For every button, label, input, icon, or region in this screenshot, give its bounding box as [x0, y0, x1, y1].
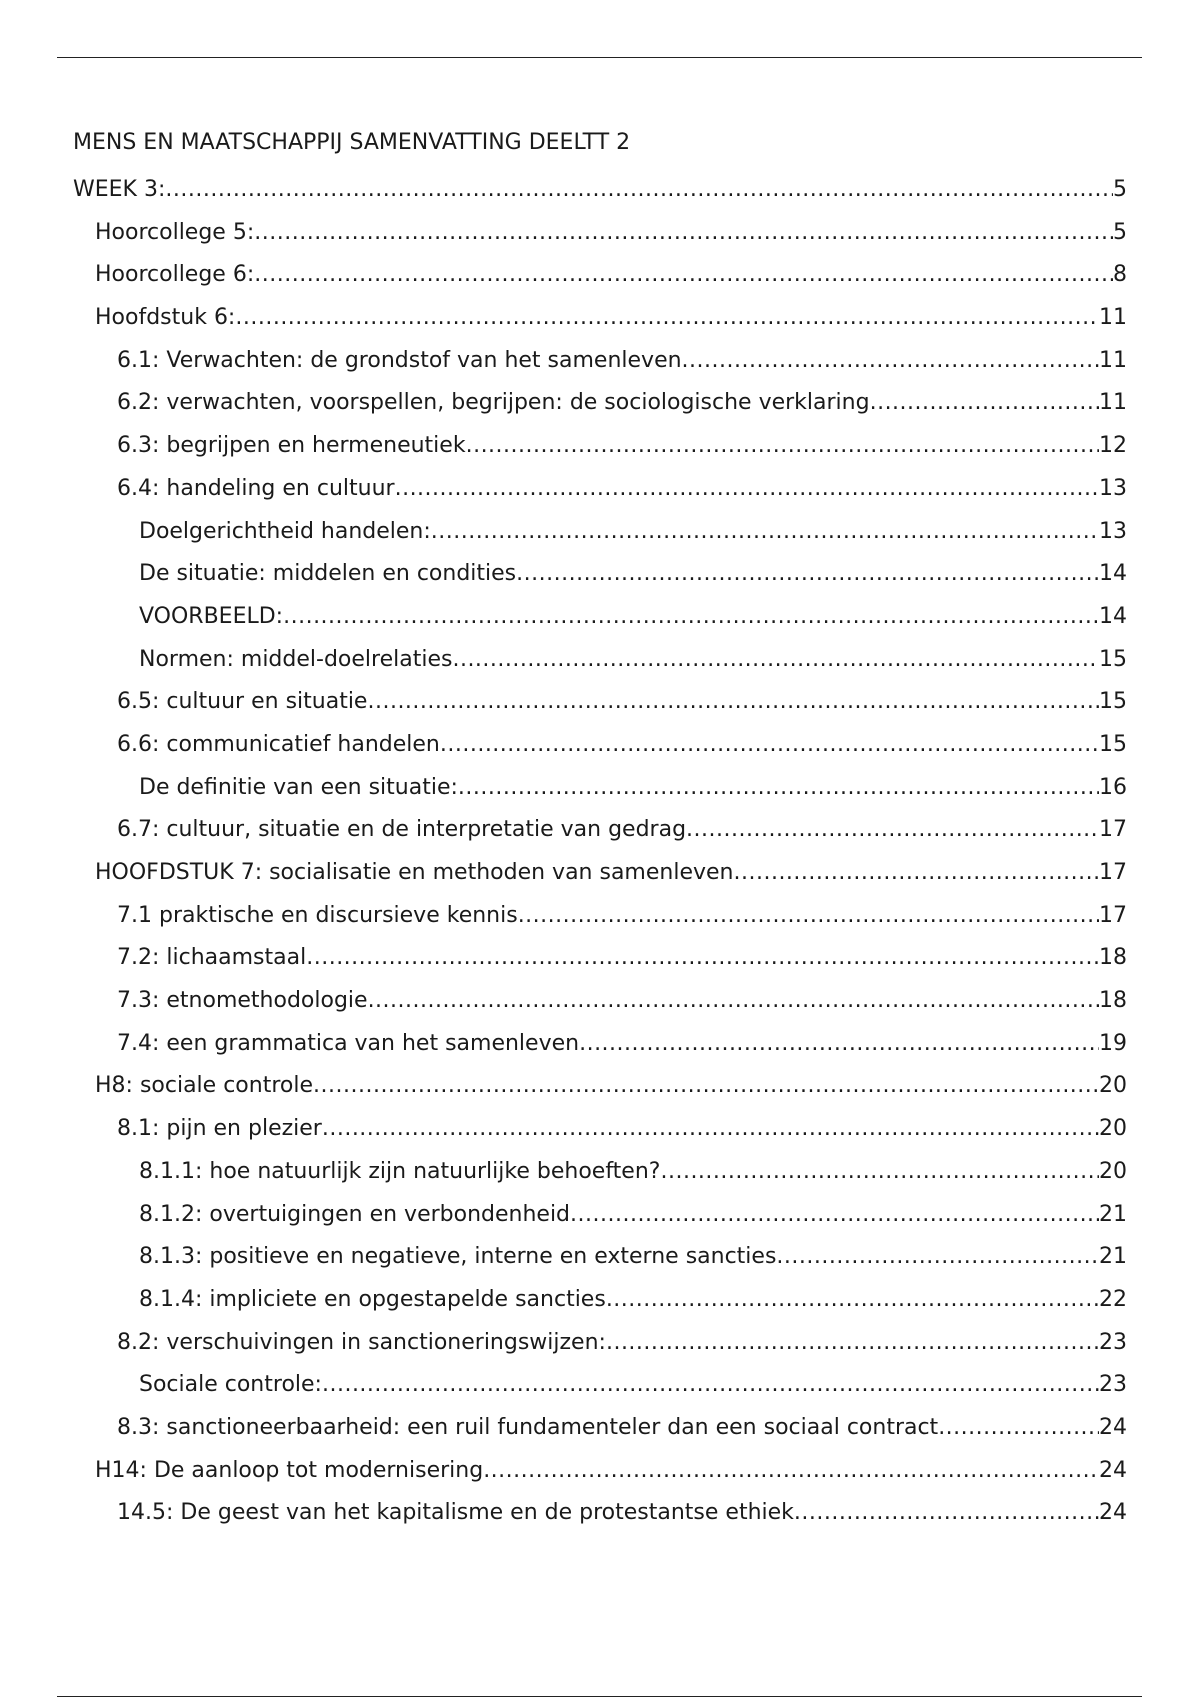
toc-entry[interactable]	[73, 901, 1127, 944]
toc-entry-label: 6.6: communicatief handelen	[117, 731, 440, 757]
toc-entry[interactable]	[73, 260, 1127, 303]
toc-entry[interactable]	[73, 303, 1127, 346]
toc-dot-leader	[367, 687, 1099, 717]
toc-entry[interactable]	[73, 730, 1127, 773]
toc-entry[interactable]	[73, 1456, 1127, 1499]
toc-dot-leader	[606, 1328, 1099, 1358]
toc-entry-page-number: 11	[1099, 347, 1127, 373]
toc-dot-leader	[313, 1071, 1099, 1101]
toc-entry[interactable]	[73, 1328, 1127, 1371]
toc-entry-page-number: 24	[1099, 1457, 1127, 1483]
toc-entry[interactable]	[73, 1071, 1127, 1114]
toc-entry[interactable]	[73, 1157, 1127, 1200]
toc-dot-leader	[254, 260, 1113, 290]
toc-entry-page-number: 13	[1099, 518, 1127, 544]
toc-entry-label: VOORBEELD:	[139, 603, 284, 629]
toc-entry-label: Hoorcollege 6:	[95, 262, 255, 288]
toc-entry[interactable]	[73, 1200, 1127, 1243]
toc-entry-label: 8.1.1: hoe natuurlijk zijn natuurlijke behoeften?	[139, 1158, 661, 1184]
toc-entry-page-number: 15	[1099, 731, 1127, 757]
toc-entry-page-number: 23	[1099, 1329, 1127, 1355]
toc-entry-label: Hoofdstuk 6:	[95, 305, 236, 331]
toc-entry[interactable]	[73, 986, 1127, 1029]
toc-entry-page-number: 22	[1099, 1286, 1127, 1312]
toc-entry-label: H8: sociale controle	[95, 1073, 313, 1099]
toc-dot-leader	[395, 474, 1099, 504]
toc-entry-page-number: 15	[1099, 646, 1127, 672]
document-title: MENS EN MAATSCHAPPIJ SAMENVATTING DEELTT 2	[73, 130, 631, 155]
toc-dot-leader	[686, 815, 1099, 845]
toc-entry[interactable]	[73, 602, 1127, 645]
toc-entry[interactable]	[73, 815, 1127, 858]
toc-dot-leader	[440, 730, 1099, 760]
toc-dot-leader	[431, 517, 1099, 547]
toc-dot-leader	[938, 1413, 1099, 1443]
toc-entry-label: 7.3: etnomethodologie	[117, 988, 368, 1014]
toc-entry-label: 8.1.4: impliciete en opgestapelde sancties	[139, 1286, 606, 1312]
toc-entry-page-number: 20	[1099, 1073, 1127, 1099]
toc-entry[interactable]	[73, 431, 1127, 474]
toc-dot-leader	[733, 858, 1099, 888]
toc-entry[interactable]	[73, 218, 1127, 261]
toc-dot-leader	[518, 901, 1099, 931]
toc-entry-page-number: 8	[1113, 262, 1127, 288]
header-rule	[57, 57, 1142, 58]
toc-entry-page-number: 17	[1099, 817, 1127, 843]
toc-entry[interactable]	[73, 175, 1127, 218]
toc-entry-label: 8.3: sanctioneerbaarheid: een ruil fundamenteler dan een sociaal contract	[117, 1414, 939, 1440]
toc-entry[interactable]	[73, 388, 1127, 431]
toc-entry-label: 6.4: handeling en cultuur	[117, 475, 395, 501]
toc-dot-leader	[660, 1157, 1099, 1187]
toc-entry-label: 8.1.2: overtuigingen en verbondenheid	[139, 1201, 571, 1227]
toc-entry[interactable]	[73, 517, 1127, 560]
toc-entry-label: H14: De aanloop tot modernisering	[95, 1457, 484, 1483]
toc-entry-page-number: 20	[1099, 1158, 1127, 1184]
toc-entry-page-number: 13	[1099, 475, 1127, 501]
toc-entry[interactable]	[73, 1370, 1127, 1413]
toc-entry-label: Doelgerichtheid handelen:	[139, 518, 431, 544]
toc-entry-page-number: 12	[1099, 433, 1127, 459]
toc-entry[interactable]	[73, 1285, 1127, 1328]
toc-dot-leader	[322, 1370, 1099, 1400]
toc-entry-label: Hoorcollege 5:	[95, 219, 255, 245]
toc-entry-label: De situatie: middelen en condities	[139, 561, 517, 587]
toc-dot-leader	[606, 1285, 1099, 1315]
toc-entry-page-number: 19	[1099, 1030, 1127, 1056]
toc-entry[interactable]	[73, 858, 1127, 901]
toc-dot-leader	[794, 1498, 1099, 1528]
toc-entry[interactable]	[73, 474, 1127, 517]
toc-dot-leader	[682, 346, 1099, 376]
toc-entry-page-number: 18	[1099, 988, 1127, 1014]
toc-entry-label: 7.1 praktische en discursieve kennis	[117, 902, 518, 928]
toc-entry[interactable]	[73, 1242, 1127, 1285]
toc-entry-page-number: 16	[1099, 774, 1127, 800]
toc-entry-page-number: 21	[1099, 1244, 1127, 1270]
toc-dot-leader	[368, 986, 1099, 1016]
toc-dot-leader	[776, 1242, 1099, 1272]
toc-entry-page-number: 23	[1099, 1372, 1127, 1398]
toc-entry-page-number: 17	[1099, 860, 1127, 885]
toc-dot-leader	[235, 303, 1099, 333]
toc-dot-leader	[458, 773, 1099, 803]
toc-entry-label: 8.2: verschuivingen in sanctioneringswijzen:	[117, 1329, 606, 1355]
toc-entry-page-number: 14	[1099, 603, 1127, 629]
toc-entry[interactable]	[73, 645, 1127, 688]
toc-entry-label: 7.4: een grammatica van het samenleven	[117, 1030, 580, 1056]
toc-dot-leader	[283, 602, 1099, 632]
toc-dot-leader	[165, 175, 1113, 205]
toc-dot-leader	[254, 218, 1113, 248]
toc-entry[interactable]	[73, 1413, 1127, 1456]
toc-entry-page-number: 5	[1113, 219, 1127, 245]
toc-dot-leader	[483, 1456, 1099, 1486]
toc-entry-page-number: 5	[1113, 177, 1127, 202]
toc-dot-leader	[322, 1114, 1099, 1144]
toc-dot-leader	[579, 1029, 1099, 1059]
toc-entry-page-number: 20	[1099, 1116, 1127, 1142]
toc-entry[interactable]	[73, 559, 1127, 602]
toc-entry-label: WEEK 3:	[73, 177, 166, 202]
toc-entry[interactable]	[73, 346, 1127, 389]
toc-entry-label: 6.7: cultuur, situatie en de interpretatie van gedrag	[117, 817, 687, 843]
toc-entry-label: 8.1: pijn en plezier	[117, 1116, 322, 1142]
toc-dot-leader	[306, 943, 1099, 973]
toc-entry-label: HOOFDSTUK 7: socialisatie en methoden van samenleven	[95, 860, 734, 885]
toc-dot-leader	[516, 559, 1099, 589]
toc-entry-label: 7.2: lichaamstaal	[117, 945, 307, 971]
toc-entry-label: 14.5: De geest van het kapitalisme en de protestantse ethiek	[117, 1500, 794, 1526]
toc-entry-label: 6.2: verwachten, voorspellen, begrijpen: de sociologische verklaring	[117, 390, 870, 416]
toc-entry-label: 6.3: begrijpen en hermeneutiek	[117, 433, 466, 459]
toc-dot-leader	[466, 431, 1099, 461]
toc-entry[interactable]	[73, 687, 1127, 730]
toc-entry-label: 8.1.3: positieve en negatieve, interne en externe sancties	[139, 1244, 777, 1270]
toc-dot-leader	[452, 645, 1099, 675]
toc-entry-label: 6.5: cultuur en situatie	[117, 689, 368, 715]
toc-entry-label: De definitie van een situatie:	[139, 774, 458, 800]
toc-entry[interactable]	[73, 1029, 1127, 1072]
toc-entry-page-number: 18	[1099, 945, 1127, 971]
toc-dot-leader	[570, 1200, 1099, 1230]
toc-entry-page-number: 11	[1099, 390, 1127, 416]
toc-entry[interactable]	[73, 773, 1127, 816]
toc-entry-page-number: 21	[1099, 1201, 1127, 1227]
toc-entry-page-number: 15	[1099, 689, 1127, 715]
toc-entry-label: 6.1: Verwachten: de grondstof van het samenleven	[117, 347, 682, 373]
table-of-contents	[73, 175, 1127, 1541]
toc-entry[interactable]	[73, 943, 1127, 986]
footer-rule	[57, 1696, 1142, 1697]
toc-entry-page-number: 14	[1099, 561, 1127, 587]
toc-entry-page-number: 24	[1099, 1500, 1127, 1526]
toc-entry-label: Normen: middel-doelrelaties	[139, 646, 453, 672]
toc-entry-page-number: 11	[1099, 305, 1127, 331]
toc-entry[interactable]	[73, 1498, 1127, 1541]
toc-dot-leader	[870, 388, 1099, 418]
toc-entry-label: Sociale controle:	[139, 1372, 322, 1398]
toc-entry-page-number: 24	[1099, 1414, 1127, 1440]
toc-entry-page-number: 17	[1099, 902, 1127, 928]
toc-entry[interactable]	[73, 1114, 1127, 1157]
